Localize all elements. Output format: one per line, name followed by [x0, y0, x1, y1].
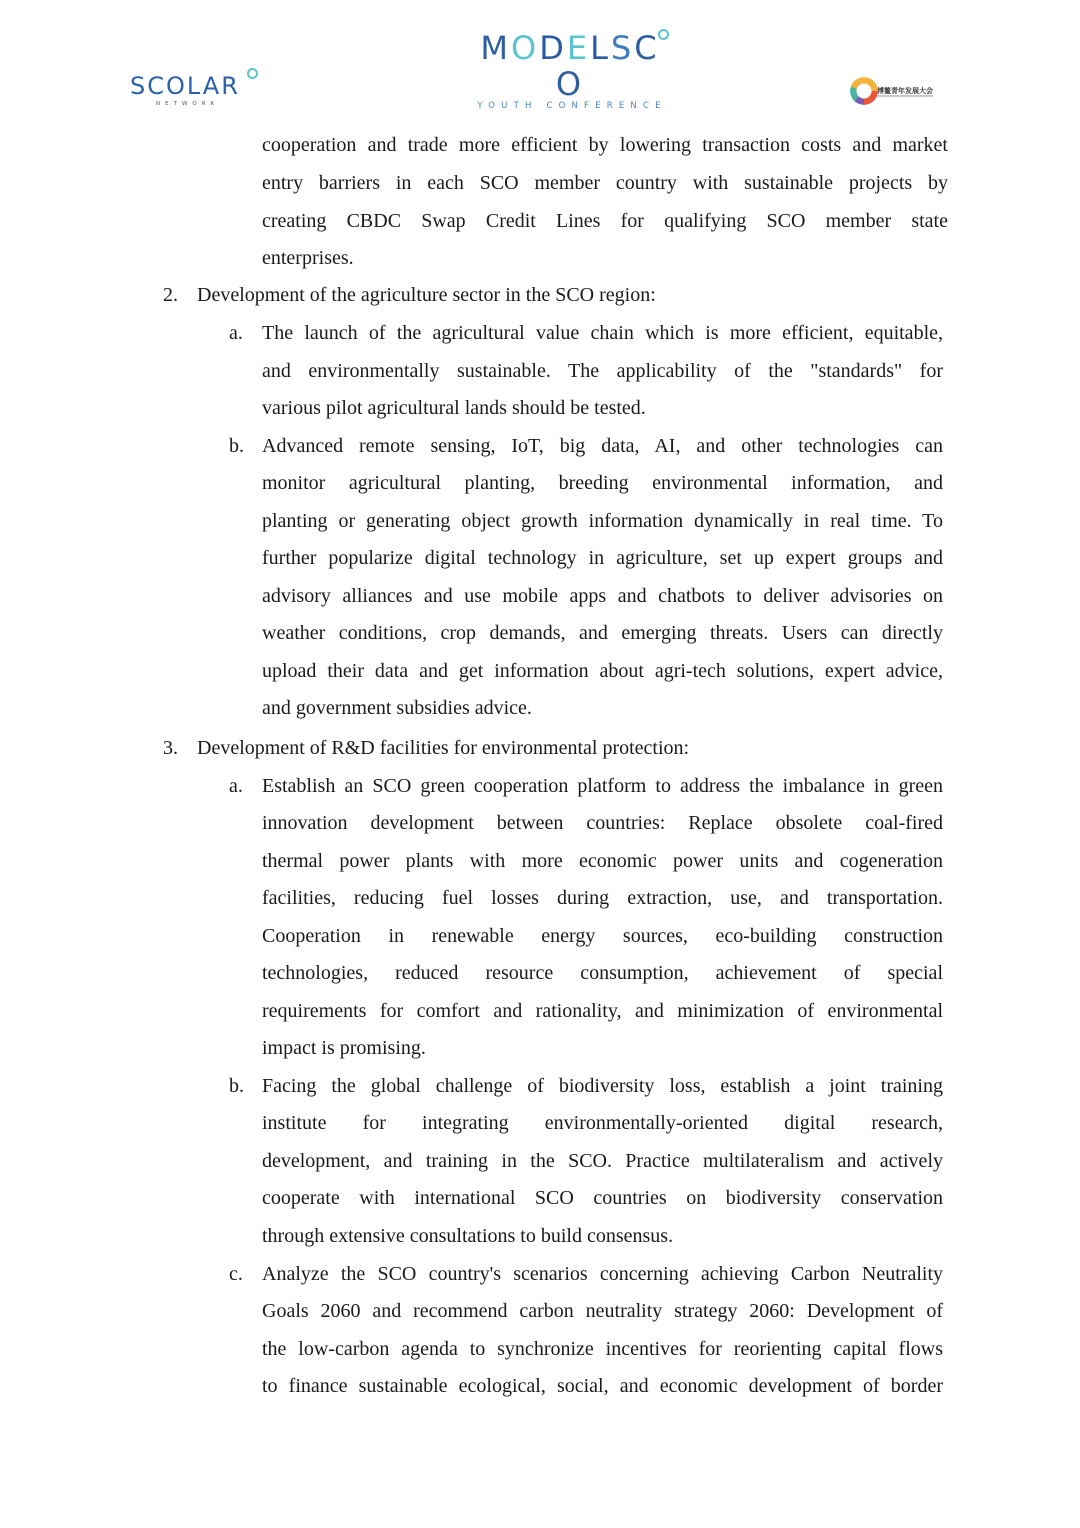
text-line: the low-carbon agenda to synchronize incentives for reorienting capital flows [262, 1338, 943, 1360]
logo-letter: L [590, 29, 611, 67]
text-line: Establish an SCO green cooperation platform to address the imbalance in green [262, 775, 943, 797]
text-line: innovation development between countries: Replace obsolete coal-fired [262, 812, 943, 834]
logo-letter: O [555, 65, 585, 103]
youth-ring-icon [850, 77, 878, 105]
text-line: advisory alliances and use mobile apps and chatbots to deliver advisories on [262, 585, 943, 607]
logo-letter: C [634, 29, 660, 67]
text-line: weather conditions, crop demands, and emerging threats. Users can directly [262, 622, 943, 644]
logo-letter: S [610, 29, 635, 67]
logo-letter: E [566, 29, 591, 67]
text-line: enterprises. [262, 247, 354, 269]
ring-icon [247, 68, 258, 79]
scolar-subtitle: NETWORK [156, 101, 220, 107]
text-line: cooperation and trade more efficient by lowering transaction costs and market [262, 134, 948, 156]
text-line: through extensive consultations to build consensus. [262, 1225, 674, 1247]
list-marker: b. [229, 435, 244, 457]
list-marker: 2. [163, 284, 178, 306]
scolar-wordmark: SCOLAR [130, 72, 240, 100]
text-line: entry barriers in each SCO member country with sustainable projects by [262, 172, 948, 194]
text-line: Analyze the SCO country's scenarios concerning achieving Carbon Neutrality [262, 1263, 943, 1285]
logo-letter: O [511, 29, 540, 67]
text-line: various pilot agricultural lands should be tested. [262, 397, 646, 419]
youth-forum-logo [850, 77, 940, 107]
text-line: planting or generating object growth information dynamically in real time. To [262, 510, 943, 532]
modelsco-subtitle: YOUTH CONFERENCE [477, 101, 667, 111]
text-line: facilities, reducing fuel losses during extraction, use, and transportation. [262, 887, 943, 909]
logo-letter: M [480, 29, 512, 67]
text-line: Facing the global challenge of biodiversity loss, establish a joint training [262, 1075, 943, 1097]
text-line: to finance sustainable ecological, social, and economic development of border [262, 1375, 943, 1397]
text-line: Advanced remote sensing, IoT, big data, AI, and other technologies can [262, 435, 943, 457]
text-line: creating CBDC Swap Credit Lines for qualifying SCO member state [262, 210, 948, 232]
text-line: and government subsidies advice. [262, 697, 532, 719]
text-line: Cooperation in renewable energy sources, eco-building construction [262, 925, 943, 947]
text-line: technologies, reduced resource consumption, achievement of special [262, 962, 943, 984]
section-heading: Development of the agriculture sector in the SCO region: [197, 284, 656, 306]
list-marker: 3. [163, 737, 178, 759]
modelsco-logo [470, 30, 670, 111]
ring-icon [658, 29, 669, 40]
list-marker: b. [229, 1075, 244, 1097]
section-heading: Development of R&D facilities for environmental protection: [197, 737, 690, 759]
text-line: thermal power plants with more economic power units and cogeneration [262, 850, 943, 872]
scolar-logo [130, 73, 260, 107]
logo-letter: D [539, 29, 567, 67]
text-line: requirements for comfort and rationality, and minimization of environmental [262, 1000, 943, 1022]
modelsco-wordmark [470, 30, 670, 102]
list-marker: a. [229, 322, 243, 344]
text-line: and environmentally sustainable. The applicability of the "standards" for [262, 360, 943, 382]
youth-forum-label: 博鳌青年发展大会 [877, 87, 933, 95]
text-line: further popularize digital technology in agriculture, set up expert groups and [262, 547, 943, 569]
text-line: cooperate with international SCO countries on biodiversity conservation [262, 1187, 943, 1209]
text-line: development, and training in the SCO. Practice multilateralism and actively [262, 1150, 943, 1172]
text-line: Goals 2060 and recommend carbon neutrality strategy 2060: Development of [262, 1300, 943, 1322]
youth-forum-subline [877, 95, 933, 97]
text-line: The launch of the agricultural value chain which is more efficient, equitable, [262, 322, 943, 344]
list-marker: c. [229, 1263, 243, 1285]
text-line: monitor agricultural planting, breeding environmental information, and [262, 472, 943, 494]
text-line: institute for integrating environmentally-oriented digital research, [262, 1112, 943, 1134]
list-marker: a. [229, 775, 243, 797]
text-line: upload their data and get information about agri-tech solutions, expert advice, [262, 660, 943, 682]
text-line: impact is promising. [262, 1037, 426, 1059]
